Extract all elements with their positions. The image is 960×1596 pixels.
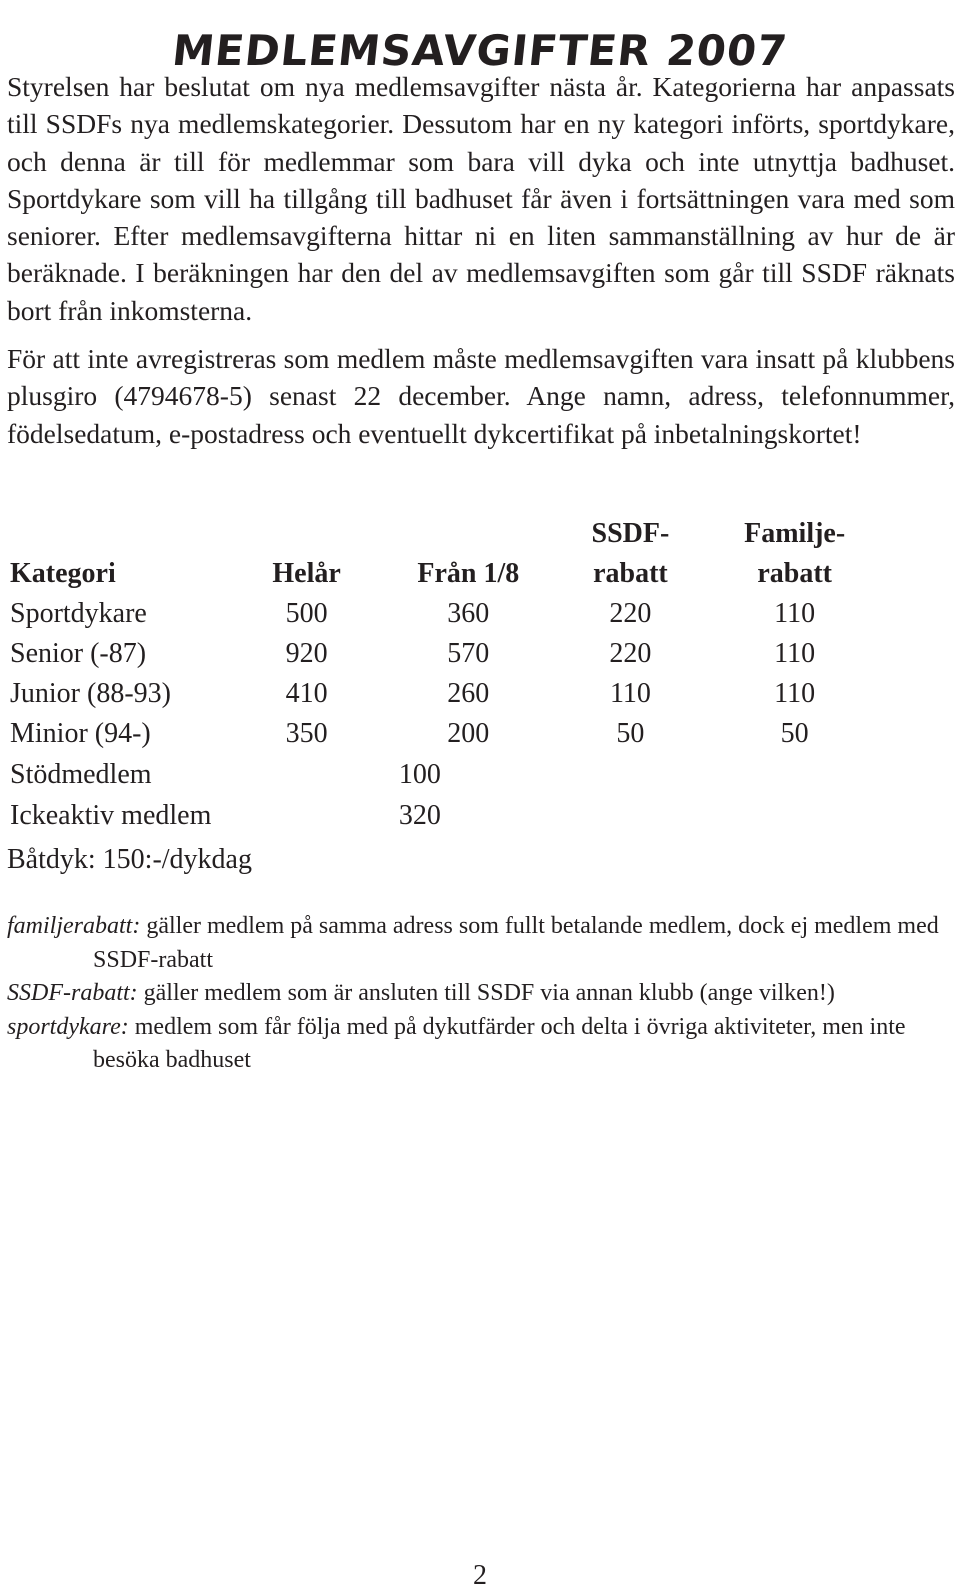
row-category: Minior (94-) — [10, 718, 151, 749]
definition-text: medlem som får följa med på dykutfärder och delta i övriga aktiviteter, men inte besöka badhuset — [93, 1013, 906, 1073]
definitions-list — [7, 910, 947, 1078]
header-family-line1: Familje- — [744, 518, 846, 549]
definition-term: sportdykare: — [7, 1013, 129, 1040]
row-family: 50 — [780, 718, 809, 749]
row-family: 110 — [774, 598, 816, 629]
table-row — [10, 634, 910, 674]
definition-term: familjerabatt: — [7, 913, 141, 939]
definition-term: SSDF-rabatt: — [7, 980, 138, 1006]
header-full-year: Helår — [272, 558, 341, 589]
row-ssdf: 50 — [616, 718, 645, 749]
row-full-year: 350 — [285, 718, 328, 749]
boat-dive-fee: Båtdyk: 150:-/dykdag — [7, 844, 252, 875]
header-family-line2: rabatt — [757, 558, 832, 589]
row-full-year: 920 — [285, 638, 328, 669]
row-category: Stödmedlem — [10, 758, 152, 790]
definition-text: gäller medlem som är ansluten till SSDF via annan klubb (ange vilken!) — [143, 980, 835, 1006]
row-family: 110 — [774, 678, 816, 709]
row-from-aug: 260 — [447, 678, 490, 709]
table-row-flat-fee — [10, 795, 910, 836]
row-category: Senior (-87) — [10, 638, 147, 669]
header-category: Kategori — [10, 558, 116, 589]
table-row-flat-fee — [10, 754, 910, 795]
table-row — [10, 594, 910, 634]
page-title: MEDLEMSAVGIFTER 2007 — [169, 26, 791, 76]
header-ssdf-line2: rabatt — [593, 558, 668, 589]
header-ssdf-discount — [582, 508, 680, 594]
definition-text: gäller medlem på samma adress som fullt betalande medlem, dock ej medlem med SSDF-rabatt — [93, 913, 939, 973]
table-row — [10, 674, 910, 714]
row-category: Sportdykare — [10, 598, 147, 629]
definition-item — [7, 1011, 947, 1078]
row-category: Ickeaktiv medlem — [10, 799, 212, 831]
page-number: 2 — [473, 1560, 487, 1591]
fee-table — [10, 508, 910, 836]
header-from-aug: Från 1/8 — [417, 558, 520, 589]
definition-item — [7, 910, 947, 977]
row-ssdf: 220 — [609, 638, 652, 669]
intro-paragraph: Styrelsen har beslutat om nya medlemsavgifter nästa år. Kategorierna har anpassats till SSDFs nya medlemskategorier. Dessutom har en ny kategori införts, sportdykare, och denna är till för medlemmar som bara vill dyka och inte utnyttja badhuset. Sportdykare som vill ha tillgång till badhuset får även i fortsättningen vara med som seniorer. Efter medlemsavgifterna hittar ni en liten sammanställning av hur de är beräknade. I beräkningen har den del av medlemsavgiften som går till SSDF räknats bort från inkomsterna. — [7, 71, 955, 326]
header-family-discount — [679, 508, 910, 594]
row-flat-amount: 320 — [398, 799, 441, 831]
header-ssdf-line1: SSDF- — [591, 518, 670, 549]
table-header-row — [10, 508, 910, 594]
row-from-aug: 360 — [447, 598, 490, 629]
row-from-aug: 570 — [447, 638, 490, 669]
row-ssdf: 110 — [609, 678, 651, 709]
definition-item — [7, 977, 947, 1011]
payment-paragraph: För att inte avregistreras som medlem måste medlemsavgiften vara insatt på klubbens plusgiro (4794678-5) senast 22 december. Ange namn, adress, telefonnummer, födelsedatum, e-postadress och eventuellt dykcertifikat på inbetalningskortet! — [7, 343, 955, 449]
row-family: 110 — [774, 638, 816, 669]
row-flat-amount: 100 — [398, 758, 441, 790]
row-ssdf: 220 — [609, 598, 652, 629]
table-row — [10, 714, 910, 754]
row-full-year: 500 — [285, 598, 328, 629]
row-from-aug: 200 — [447, 718, 490, 749]
row-category: Junior (88-93) — [10, 678, 171, 709]
row-full-year: 410 — [285, 678, 328, 709]
